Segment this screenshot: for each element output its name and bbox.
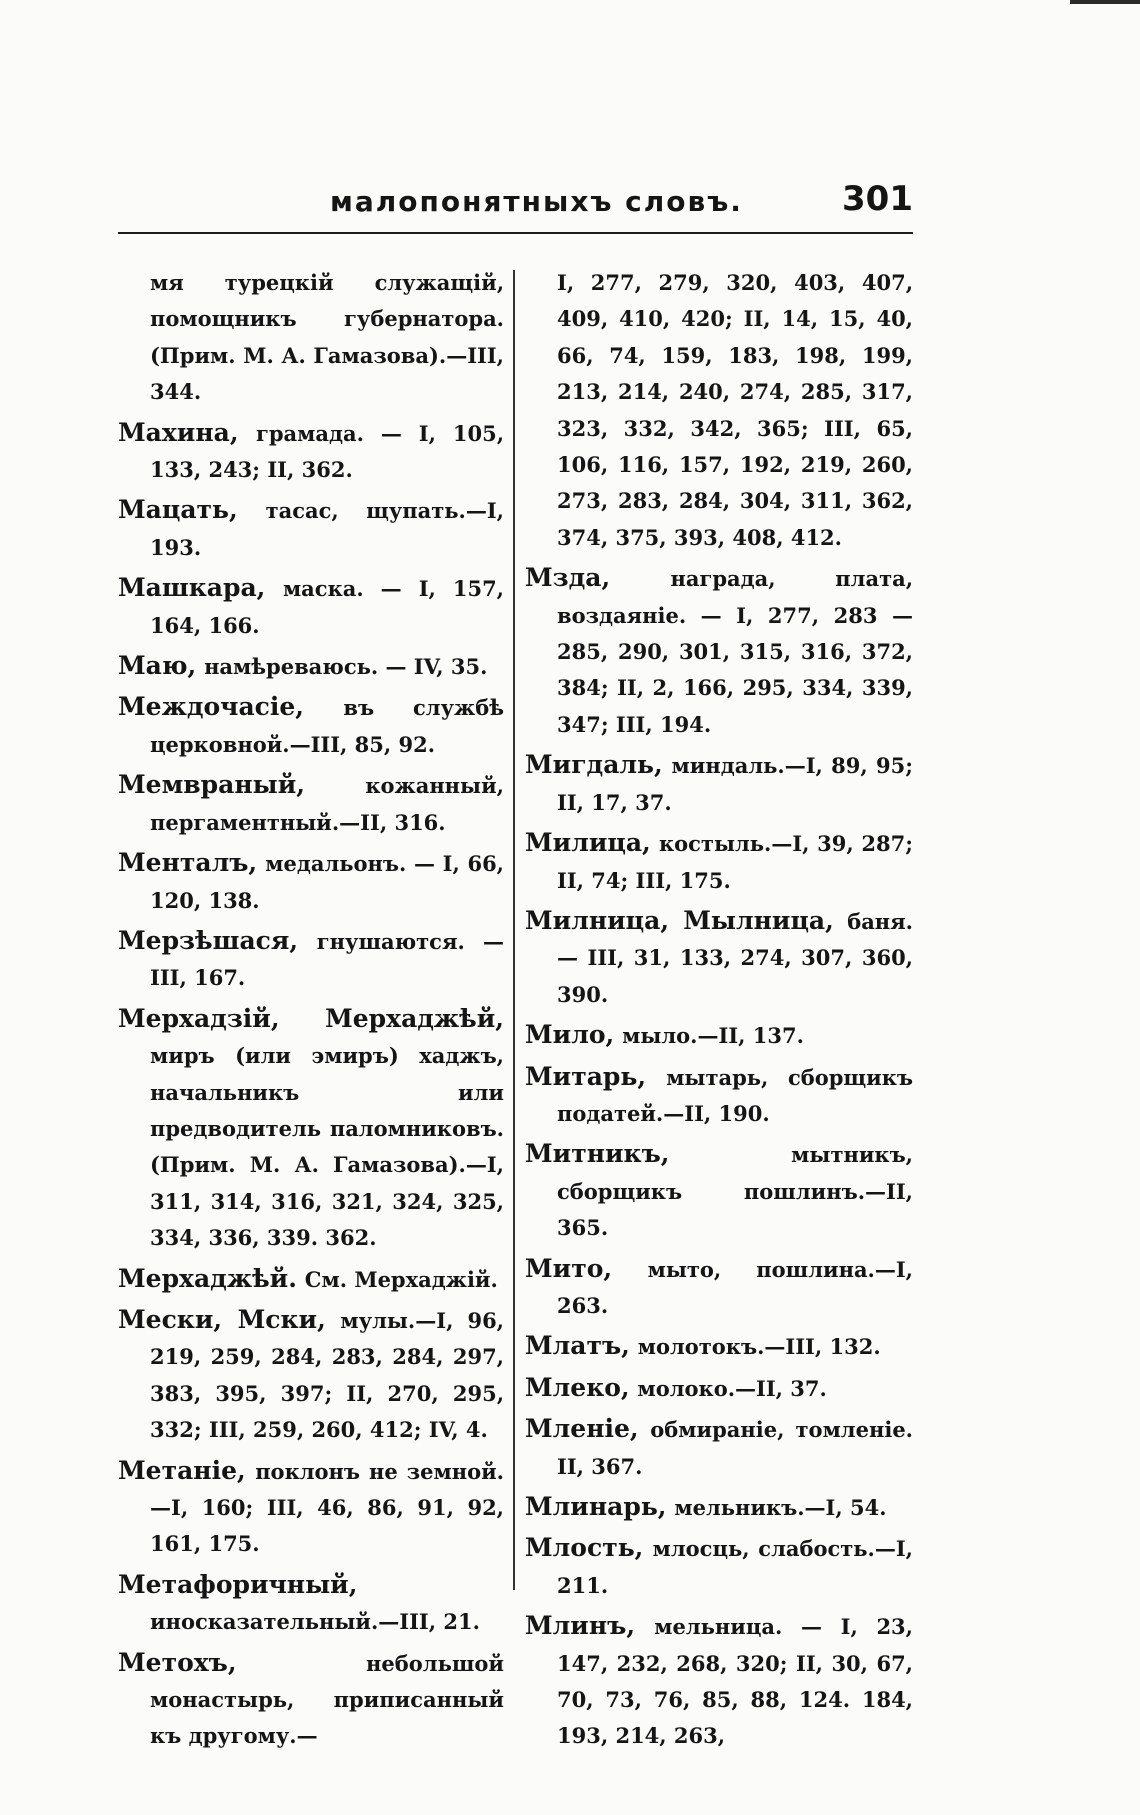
entry-term: Млинъ, bbox=[525, 1611, 636, 1641]
entry-definition: молотокъ.—III, 132. bbox=[637, 1334, 881, 1360]
entry-term: Метаніе, bbox=[118, 1455, 246, 1485]
entry-term: Мацать, bbox=[118, 495, 238, 525]
entry-definition: баня.— III, 31, 133, 274, 307, 360, 390. bbox=[557, 908, 913, 1007]
entry-definition: мулы.—I, 96, 219, 259, 284, 283, 284, 297, 383, 395, 397; II, 270, 295, 332; III, 259, 260, 412; IV, 4. bbox=[150, 1307, 504, 1443]
dictionary-entry bbox=[525, 1328, 913, 1365]
dictionary-entry bbox=[118, 265, 504, 411]
entry-term: Метохъ, bbox=[118, 1647, 237, 1677]
entry-definition: мя турецкій служащій, помощникъ губернатора.(Прим. М. А. Гамазова).—III, 344. bbox=[150, 270, 504, 405]
dictionary-entry bbox=[118, 1261, 504, 1298]
dictionary-entry bbox=[118, 415, 504, 489]
entry-term: Млость, bbox=[525, 1533, 644, 1563]
dictionary-entry bbox=[525, 265, 913, 556]
entry-definition: См. Мерхаджій. bbox=[304, 1266, 498, 1292]
dictionary-entry bbox=[525, 1059, 913, 1133]
page-number: 301 bbox=[842, 179, 913, 219]
dictionary-entry bbox=[118, 845, 504, 919]
dictionary-entry bbox=[525, 560, 913, 743]
entry-term: Мигдаль, bbox=[525, 750, 663, 780]
dictionary-entry bbox=[118, 767, 504, 841]
entry-definition: обмираніе, томленіе. II, 367. bbox=[557, 1417, 913, 1479]
entry-term: Машкара, bbox=[118, 573, 266, 603]
dictionary-entry bbox=[525, 825, 913, 899]
dictionary-entry bbox=[525, 1489, 913, 1526]
entry-term: Млатъ, bbox=[525, 1331, 630, 1361]
entry-definition: небольшой монастырь, приписанный къ другому.— bbox=[150, 1650, 504, 1749]
entry-definition: молоко.—II, 37. bbox=[637, 1375, 827, 1401]
entry-term: Междочасіе, bbox=[118, 692, 304, 722]
dictionary-entry bbox=[118, 492, 504, 566]
entry-term: Махина, bbox=[118, 417, 239, 447]
entry-definition: иносказательный.—III, 21. bbox=[150, 1609, 480, 1635]
entry-term: Млинарь, bbox=[525, 1492, 667, 1521]
dictionary-entry bbox=[118, 1567, 504, 1641]
entry-definition: кожанный, пергаментный.—II, 316. bbox=[150, 773, 504, 835]
page-corner-mark bbox=[1070, 0, 1140, 4]
dictionary-entry bbox=[525, 903, 913, 1013]
dictionary-entry bbox=[525, 1530, 913, 1604]
entry-definition: миръ (или эмиръ) хаджъ, начальникъ или предводитель паломниковъ. (Прим. М. А. Гамазова).—I, 311, 314, 316, 321, 324, 325, 334, 336, 339. 362. bbox=[150, 1043, 504, 1251]
dictionary-entry bbox=[118, 1453, 504, 1563]
entry-definition: грамада. — I, 105, 133, 243; II, 362. bbox=[150, 420, 504, 483]
dictionary-entry bbox=[118, 1645, 504, 1755]
entry-definition: поклонъ не земной. —I, 160; III, 46, 86, 91, 92, 161, 175. bbox=[150, 1458, 504, 1557]
entry-term: Мило, bbox=[525, 1020, 615, 1050]
entry-definition: гнушаются. — III, 167. bbox=[150, 928, 504, 991]
entry-term: Мерхаджѣй. bbox=[118, 1263, 297, 1293]
entry-term: Мерзѣшася, bbox=[118, 925, 299, 955]
entry-term: Мито, bbox=[525, 1253, 613, 1283]
left-column bbox=[118, 265, 504, 1759]
entry-term: Милица, bbox=[525, 828, 651, 858]
entry-definition: маска. — I, 157, 164, 166. bbox=[150, 576, 504, 638]
entry-definition: награда, плата, воздаяніе. — I, 277, 283 — 285, 290, 301, 315, 316, 372, 384; II, 2, 166, 295, 334, 339, 347; III, 194. bbox=[557, 566, 913, 737]
entry-definition: костыль.—I, 39, 287; II, 74; III, 175. bbox=[557, 831, 913, 893]
entry-definition: въ службѣ церковной.—III, 85, 92. bbox=[150, 695, 504, 757]
entry-term: Мзда, bbox=[525, 563, 611, 593]
entry-definition: мыло.—II, 137. bbox=[622, 1023, 804, 1049]
entry-term: Милница, Мылница, bbox=[525, 905, 834, 935]
entry-term: Мленіе, bbox=[525, 1414, 639, 1444]
dictionary-entry bbox=[118, 923, 504, 997]
page-header bbox=[118, 179, 913, 233]
entry-definition: мельникъ.—I, 54. bbox=[674, 1495, 887, 1520]
dictionary-entry bbox=[118, 1001, 504, 1257]
entry-definition: I, 277, 279, 320, 403, 407, 409, 410, 420; II, 14, 15, 40, 66, 74, 159, 183, 198, 199, 213, 214, 240, 274, 285, 317, 323, 332, 342, 365; III, 65, 106, 116, 157, 192, 219, 260, 273, 283, 284, 304, 311, 362, 374, 375, 393, 408, 412. bbox=[557, 270, 913, 550]
dictionary-entry bbox=[118, 570, 504, 644]
entry-term: Митарь, bbox=[525, 1061, 647, 1091]
right-column bbox=[525, 265, 913, 1759]
entry-definition: мытникъ, сборщикъ пошлинъ.—II, 365. bbox=[557, 1142, 913, 1241]
dictionary-entry bbox=[118, 648, 504, 685]
dictionary-entry bbox=[525, 1370, 913, 1407]
entry-definition: тасас, щупать.—I, 193. bbox=[150, 498, 504, 560]
entry-definition: медальонъ. — I, 66, 120, 138. bbox=[150, 851, 504, 913]
entry-term: Мерхадзій, Мерхаджѣй, bbox=[118, 1003, 504, 1033]
dictionary-entry bbox=[118, 689, 504, 763]
entry-term: Метафоричный, bbox=[118, 1569, 358, 1599]
entry-definition: мельница. — I, 23, 147, 232, 268, 320; II, 30, 67, 70, 73, 76, 85, 88, 124. 184, 193, 214, 263, bbox=[557, 1614, 913, 1749]
dictionary-entry bbox=[525, 747, 913, 821]
entry-term: Митникъ, bbox=[525, 1139, 670, 1169]
entry-definition: мытарь, сборщикъ податей.—II, 190. bbox=[557, 1064, 913, 1126]
entry-term: Мемвраный, bbox=[118, 770, 305, 800]
entry-definition: мыто, пошлина.—I, 263. bbox=[557, 1256, 913, 1318]
column-divider bbox=[513, 270, 515, 1590]
entry-definition: миндаль.—I, 89, 95; II, 17, 37. bbox=[557, 753, 913, 815]
dictionary-entry bbox=[525, 1136, 913, 1246]
header-rule bbox=[118, 232, 913, 234]
entry-term: Мески, Мски, bbox=[118, 1304, 326, 1334]
dictionary-entry bbox=[118, 1302, 504, 1449]
entry-term: Млеко, bbox=[525, 1372, 630, 1402]
entry-definition: намѣреваюсь. — IV, 35. bbox=[204, 654, 488, 680]
dictionary-entry bbox=[525, 1251, 913, 1325]
dictionary-entry bbox=[525, 1411, 913, 1485]
dictionary-entry bbox=[525, 1608, 913, 1755]
dictionary-entry bbox=[525, 1017, 913, 1054]
entry-definition: млосць, слабость.—I, 211. bbox=[557, 1536, 913, 1598]
running-head: малопонятныхъ словъ. bbox=[330, 185, 743, 218]
entry-term: Менталъ, bbox=[118, 848, 258, 878]
entry-term: Маю, bbox=[118, 651, 197, 681]
